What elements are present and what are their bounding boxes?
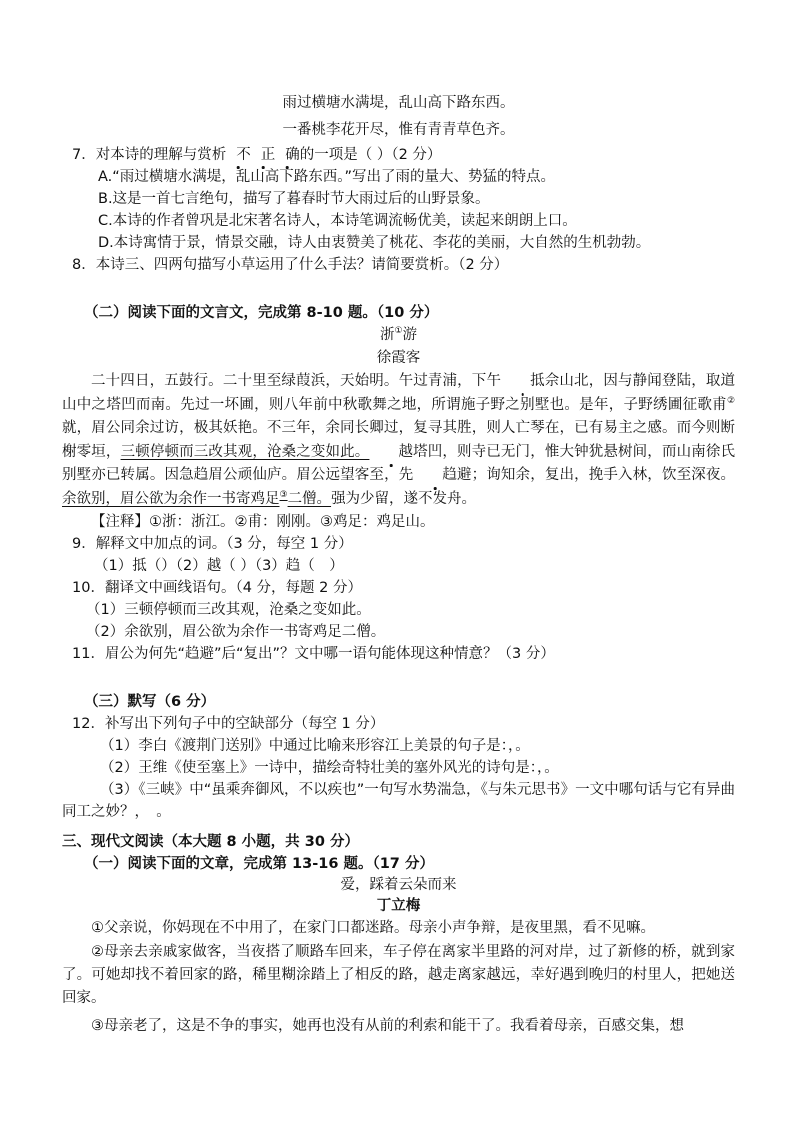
question-9-blank-2: （2）越（ ） [175, 558, 255, 574]
question-7-option-a: A.“雨过横塘水满堤，乱山高下路东西。”写出了雨的量大、势猛的特点。 [98, 169, 556, 185]
question-10-stem: 10．翻译文中画线语句。（4 分，每题 2 分） [72, 580, 362, 596]
question-9-stem: 9．解释文中加点的词。（3 分，每空 1 分） [72, 536, 353, 552]
question-7-option-b: B.这是一首七言绝句，描写了暮春时节大雨过后的山野景象。 [98, 191, 490, 207]
question-9-blank-3: （3）趋（ ） [254, 558, 344, 574]
question-10-item-2: （2）余欲别，眉公欲为余作一书寄鸡足二僧。 [86, 624, 386, 640]
poem-line-1: 雨过横塘水满堤，乱山高下路东西。 [282, 95, 515, 111]
question-7-stem: 7．对本诗的理解与赏析 不 正 确的一项是（ ）（2 分） [62, 144, 735, 166]
question-9-blanks [62, 555, 735, 577]
modern-reading-subheading: （一）阅读下面的文章，完成第 13-16 题。（17 分） [84, 856, 434, 872]
classical-passage: 二十四日，五鼓行。二十里至绿葭浜，天始明。午过青浦，下午 抵佘山北，因与静闻登陆，取道山中之塔凹而南。先过一坏圃，则八年前中秋歌舞之地，所谓施子野之别墅也。是年，子野绣圃征歌甫②就，眉公同余过访，极其妖艳。不三年，余同长卿过，复寻其胜，则人亡琴在，已有易主之感。而今则断榭零垣，三顿停顿而三改其观，沧桑之变如此。 越塔凹，则寺已无门，惟大钟犹悬树间，而山南徐氏别墅亦已转属。因急趋眉公顽仙庐。眉公远望客至，先 趋避；询知余，复出，挽手入林，饮至深夜。余欲别，眉公欲为余作一书寄鸡足③二僧。强为少留，遂不发舟。 [62, 370, 735, 511]
classical-text-author: 徐霞客 [376, 350, 421, 366]
question-7-option-c: C.本诗的作者曾巩是北宋著名诗人，本诗笔调流畅优美，读起来朗朗上口。 [98, 213, 577, 229]
essay-paragraph-1: ①父亲说，你妈现在不中用了，在家门口都迷路。母亲小声争辩，是夜里黑，看不见嘛。 [91, 920, 655, 936]
question-8: 8．本诗三、四两句描写小草运用了什么手法？请简要赏析。（2 分） [72, 257, 509, 273]
section-3-heading: （三）默写（6 分） [84, 694, 216, 710]
question-11: 11．眉公为何先“趋避”后“复出”？文中哪一语句能体现这种情意？（3 分） [72, 646, 555, 662]
question-10-item-1: （1）三顿停顿而三改其观，沧桑之变如此。 [86, 602, 371, 618]
question-9-blank-1: （1）抵（） [94, 558, 176, 574]
poem-line-2: 一番桃李花开尽，惟有青青草色齐。 [282, 122, 515, 138]
modern-reading-heading: 三、现代文阅读（本大题 8 小题，共 30 分） [62, 834, 359, 850]
question-12-stem: 12．补写出下列句子中的空缺部分（每空 1 分） [72, 716, 385, 732]
question-12-item-3: （3）《三峡》中“虽乘奔御风，不以疾也”一句写水势湍急，《与朱元思书》一文中哪句话与它有异曲同工之妙？， 。 [62, 782, 735, 820]
essay-author: 丁立梅 [376, 898, 421, 914]
essay-title: 爱，踩着云朵而来 [340, 877, 457, 893]
passage-notes: 【注释】①浙：浙江。②甫：刚刚。③鸡足：鸡足山。 [91, 514, 435, 530]
classical-text-title: 浙①游 [379, 326, 418, 343]
question-7-option-d: D.本诗寓情于景，情景交融，诗人由衷赞美了桃花、李花的美丽，大自然的生机勃勃。 [98, 235, 651, 251]
question-12-item-2: （2）王维《使至塞上》一诗中，描绘奇特壮美的塞外风光的诗句是：，。 [100, 760, 559, 776]
essay-paragraph-3: ③母亲老了，这是不争的事实，她再也没有从前的利索和能干了。我看着母亲，百感交集，想 [91, 1018, 684, 1034]
poem-block [62, 90, 735, 144]
question-12-item-1: （1）李白《渡荆门送别》中通过比喻来形容江上美景的句子是：，。 [100, 738, 530, 754]
section-2-heading: （二）阅读下面的文言文，完成第 8-10 题。（10 分） [84, 305, 439, 321]
essay-paragraph-2: ②母亲去亲戚家做客，当夜搭了顺路车回来，车子停在离家半里路的河对岸，过了新修的桥，就到家了。可她却找不着回家的路，稀里糊涂踏上了相反的路，越走离家越远，幸好遇到晚归的村里人，把她送回家。 [62, 944, 735, 1006]
